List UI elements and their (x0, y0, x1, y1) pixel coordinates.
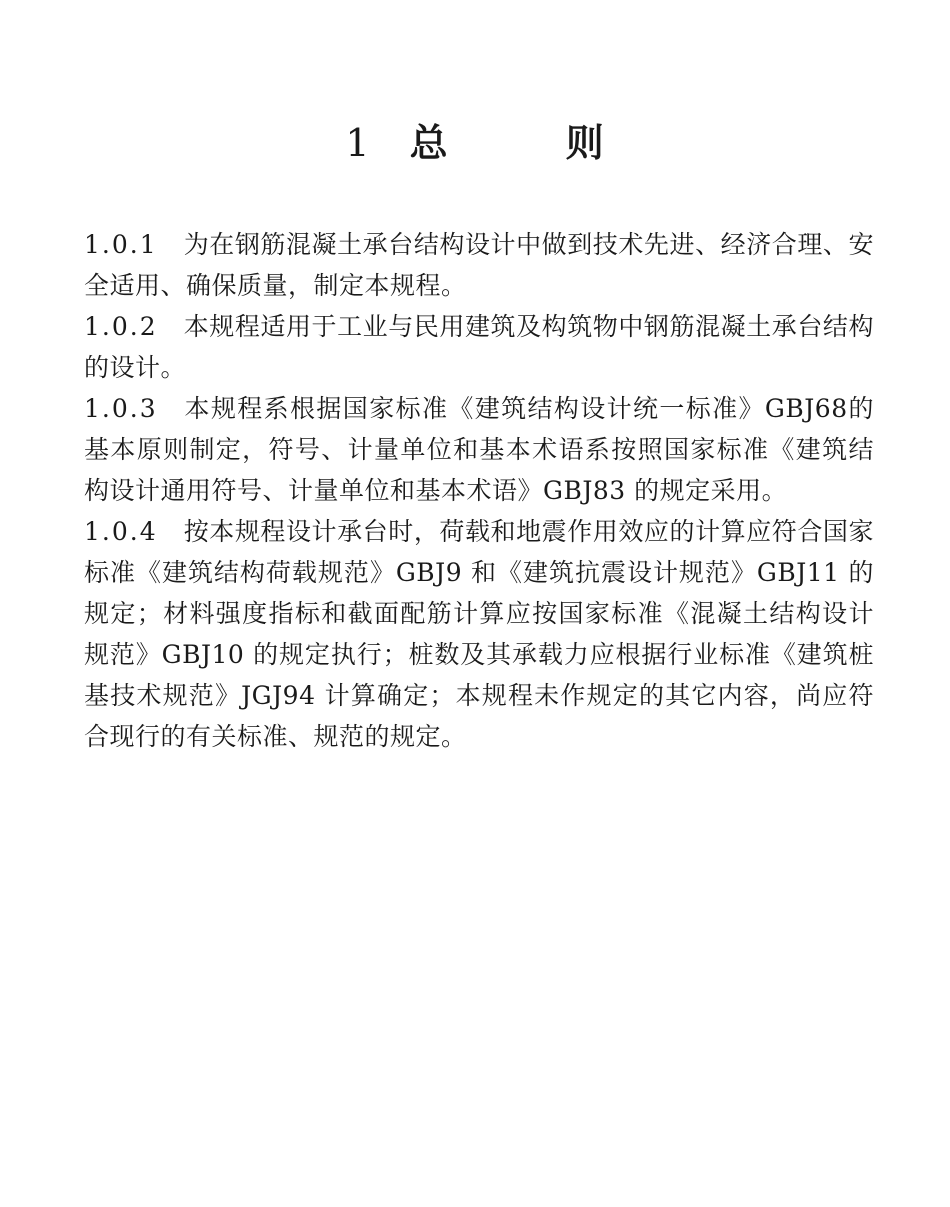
clause-number: 1.0.2 (84, 312, 158, 341)
clause-1-0-2 (84, 306, 874, 388)
clause-number: 1.0.4 (84, 517, 158, 546)
clause-1-0-1 (84, 224, 874, 306)
clause-text: 本规程适用于工业与民用建筑及构筑物中钢筋混凝土承台结构的设计。 (84, 312, 874, 382)
clause-1-0-4 (84, 511, 874, 757)
clause-text: 按本规程设计承台时，荷载和地震作用效应的计算应符合国家标准《建筑结构荷载规范》GBJ9 和《建筑抗震设计规范》GBJ11 的规定；材料强度指标和截面配筋计算应按国家标准《混凝土结构设计规范》GBJ10 的规定执行；桩数及其承载力应根据行业标准《建筑桩基技术规范》JGJ94 计算确定；本规程未作规定的其它内容，尚应符合现行的有关标准、规范的规定。 (84, 517, 874, 751)
clause-number: 1.0.3 (84, 394, 158, 423)
clause-text: 为在钢筋混凝土承台结构设计中做到技术先进、经济合理、安全适用、确保质量，制定本规程。 (84, 230, 874, 300)
clause-text: 本规程系根据国家标准《建筑结构设计统一标准》GBJ68的基本原则制定，符号、计量单位和基本术语系按照国家标准《建筑结构设计通用符号、计量单位和基本术语》GBJ83 的规定采用。 (84, 394, 874, 505)
chapter-heading: 总 则 (409, 121, 605, 166)
chapter-body (84, 224, 874, 757)
chapter-title (0, 117, 950, 169)
clause-1-0-3 (84, 388, 874, 511)
clause-number: 1.0.1 (84, 230, 158, 259)
chapter-number: 1 (345, 121, 371, 166)
